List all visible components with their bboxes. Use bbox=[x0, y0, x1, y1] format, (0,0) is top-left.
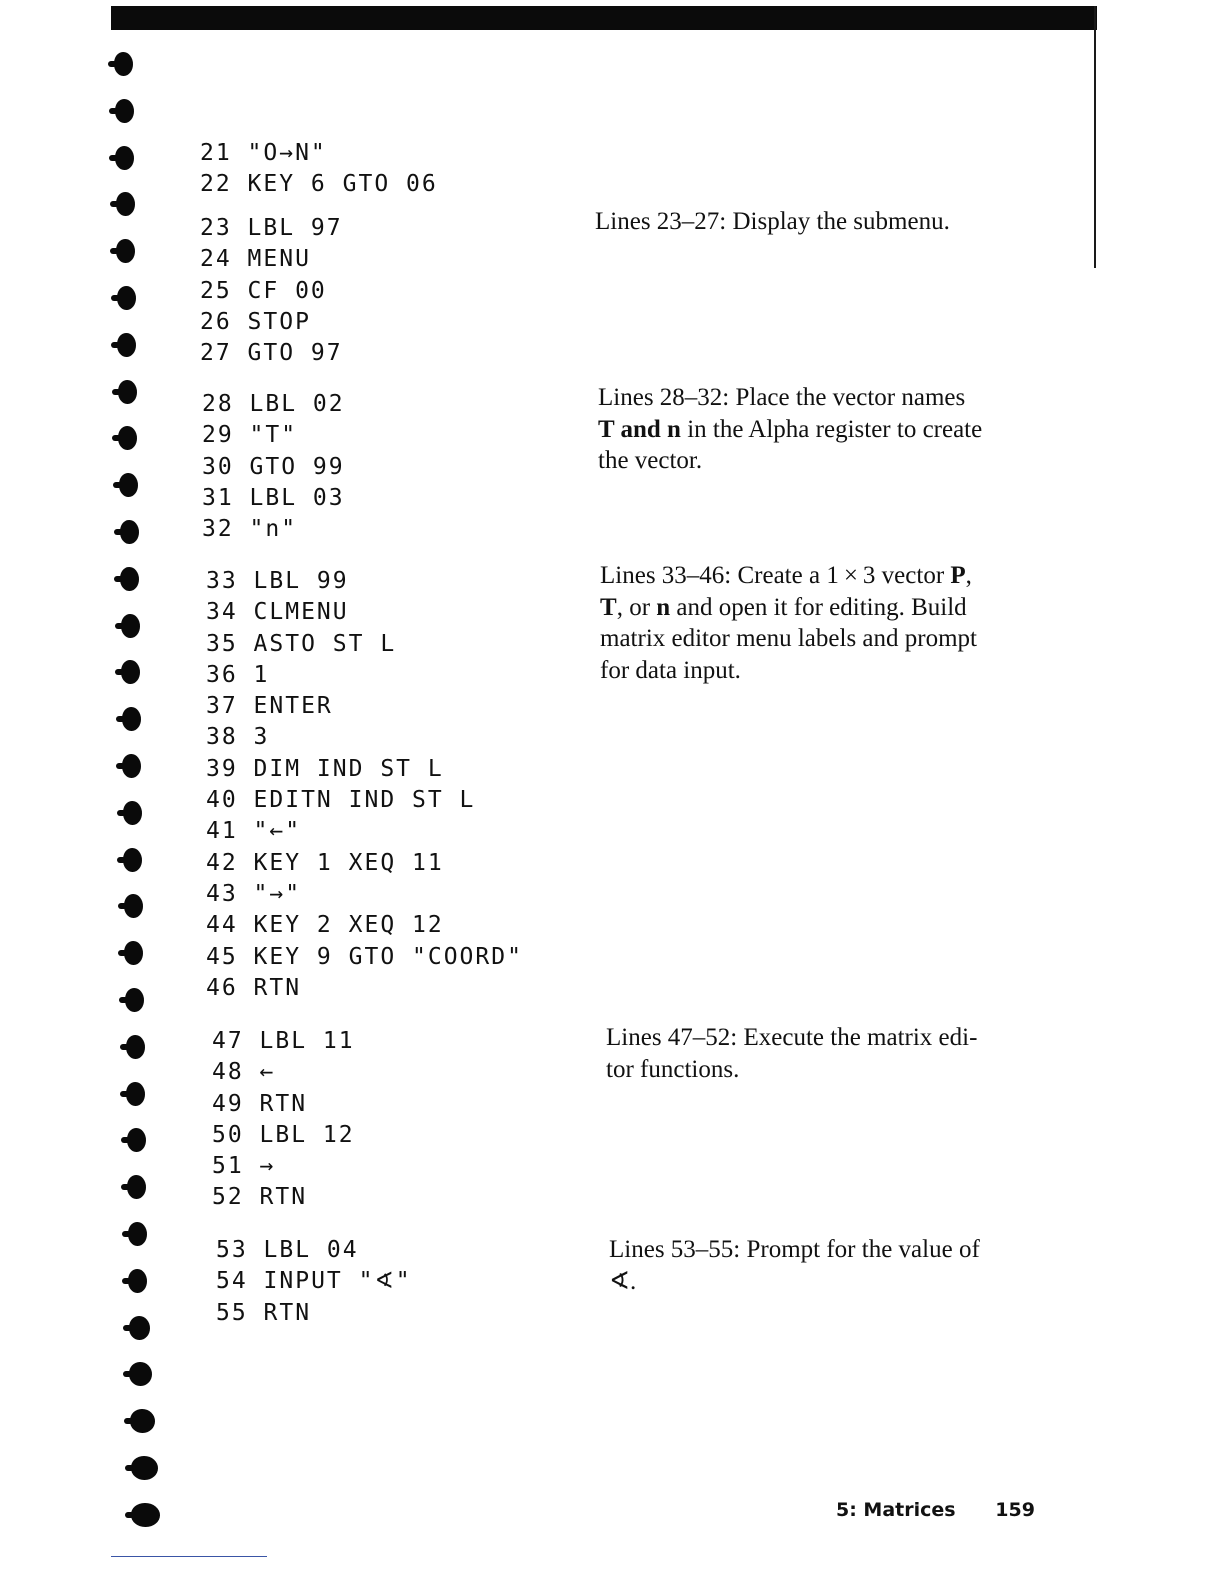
page-footer bbox=[836, 1499, 1035, 1521]
note-lines-23-27 bbox=[595, 206, 1035, 238]
binding-hole bbox=[126, 1082, 145, 1106]
note-text: Lines 47–52: Execute the matrix edi- bbox=[606, 1024, 978, 1051]
note-text: Lines 28–32: Place the vector names bbox=[598, 384, 966, 411]
note-text: the vector. bbox=[598, 447, 703, 474]
binding-hole bbox=[121, 660, 140, 684]
program-line: 46 RTN bbox=[206, 974, 302, 1001]
binding-hole bbox=[125, 988, 144, 1012]
note-text: Lines 53–55: Prompt for the value of bbox=[609, 1236, 980, 1263]
binding-hole bbox=[116, 239, 135, 263]
binding-hole bbox=[116, 192, 135, 216]
chapter-label: 5: Matrices bbox=[836, 1499, 956, 1521]
program-line: 47 LBL 11 bbox=[212, 1028, 355, 1054]
note-text: Lines 33–46: Create a 1 × 3 vector bbox=[600, 562, 951, 589]
binding-hole bbox=[131, 1456, 158, 1480]
listing-group-3 bbox=[202, 389, 582, 545]
program-line: 32 "n" bbox=[202, 516, 298, 543]
program-line: 35 ASTO ST L bbox=[206, 630, 397, 657]
program-line: 43 "→" bbox=[206, 880, 302, 907]
note-lines-33-46 bbox=[600, 560, 1040, 686]
note-text: and open it for editing. Build bbox=[670, 593, 967, 621]
binding-hole bbox=[118, 426, 137, 450]
binding-hole bbox=[117, 333, 136, 357]
listing-group-1 bbox=[200, 138, 580, 201]
listing-group-2 bbox=[200, 213, 580, 369]
vector-name-n: n bbox=[656, 593, 671, 621]
binding-hole bbox=[130, 1409, 155, 1433]
program-line: 49 RTN bbox=[212, 1090, 308, 1117]
program-line: 51 → bbox=[212, 1153, 276, 1180]
note-bold-text: and bbox=[614, 415, 668, 443]
program-line: 37 ENTER bbox=[206, 693, 333, 720]
note-text: matrix editor menu labels and prompt bbox=[600, 625, 977, 652]
binding-hole bbox=[115, 146, 134, 170]
note-text bbox=[600, 560, 1040, 592]
note-text: tor functions. bbox=[606, 1055, 740, 1083]
vector-name-p: P bbox=[950, 562, 966, 589]
bottom-edge-line bbox=[111, 1556, 267, 1557]
binding-hole bbox=[119, 473, 138, 497]
program-line: 36 1 bbox=[206, 661, 270, 688]
note-text: in the Alpha register to create bbox=[680, 415, 983, 443]
vector-name-t: T bbox=[598, 415, 615, 443]
binding-hole bbox=[124, 941, 143, 965]
note-lines-47-52 bbox=[606, 1022, 1046, 1085]
binding-hole bbox=[126, 1035, 145, 1059]
program-line: 28 LBL 02 bbox=[202, 391, 345, 417]
binding-hole bbox=[122, 754, 141, 778]
program-line: 22 KEY 6 GTO 06 bbox=[200, 171, 438, 198]
note-text bbox=[598, 414, 1038, 446]
program-line: 54 INPUT "∢" bbox=[216, 1268, 412, 1295]
listing-group-6 bbox=[216, 1235, 596, 1329]
program-line: 31 LBL 03 bbox=[202, 484, 345, 511]
program-line: 53 LBL 04 bbox=[216, 1237, 359, 1263]
program-line: 42 KEY 1 XEQ 11 bbox=[206, 849, 444, 876]
program-line: 39 DIM IND ST L bbox=[206, 755, 444, 782]
program-line: 34 CLMENU bbox=[206, 599, 349, 626]
program-line: 55 RTN bbox=[216, 1299, 312, 1326]
program-line: 41 "←" bbox=[206, 818, 302, 845]
program-line: 25 CF 00 bbox=[200, 277, 327, 304]
vector-name-n: n bbox=[667, 415, 681, 443]
program-line: 44 KEY 2 XEQ 12 bbox=[206, 912, 444, 939]
binding-hole bbox=[128, 1222, 147, 1246]
program-line: 23 LBL 97 bbox=[200, 215, 343, 241]
binding-hole bbox=[114, 52, 133, 76]
binding-hole bbox=[127, 1175, 146, 1199]
program-line: 27 GTO 97 bbox=[200, 340, 343, 367]
binding-hole bbox=[127, 1128, 146, 1152]
note-text: , bbox=[965, 562, 972, 589]
binding-hole bbox=[117, 286, 136, 310]
program-line: 26 STOP bbox=[200, 308, 311, 335]
binding-hole bbox=[124, 894, 143, 918]
listing-group-4 bbox=[206, 566, 586, 1004]
binding-hole bbox=[115, 99, 134, 123]
right-edge-rule bbox=[1094, 6, 1096, 268]
program-line: 52 RTN bbox=[212, 1184, 308, 1211]
program-line: 21 "O→N" bbox=[200, 140, 327, 166]
page-number: 159 bbox=[995, 1499, 1035, 1521]
program-line: 50 LBL 12 bbox=[212, 1121, 355, 1148]
note-text: for data input. bbox=[600, 656, 741, 684]
binding-hole bbox=[129, 1362, 152, 1386]
program-line: 29 "T" bbox=[202, 422, 298, 449]
top-edge-bar bbox=[111, 6, 1097, 30]
program-line: 40 EDITN IND ST L bbox=[206, 787, 476, 814]
note-text: , or bbox=[616, 593, 657, 621]
program-line: 30 GTO 99 bbox=[202, 453, 345, 480]
binding-hole bbox=[121, 614, 140, 638]
binding-hole bbox=[123, 801, 142, 825]
listing-group-5 bbox=[212, 1026, 592, 1214]
binding-hole bbox=[128, 1269, 147, 1293]
note-text: ∢. bbox=[609, 1267, 637, 1295]
binding-hole bbox=[129, 1316, 150, 1340]
vector-name-t: T bbox=[600, 593, 617, 621]
program-line: 33 LBL 99 bbox=[206, 568, 349, 594]
binding-hole bbox=[118, 380, 137, 404]
binding-hole bbox=[122, 707, 141, 731]
program-line: 24 MENU bbox=[200, 246, 311, 273]
binding-hole bbox=[123, 848, 142, 872]
program-line: 45 KEY 9 GTO "COORD" bbox=[206, 943, 523, 970]
binding-hole bbox=[120, 520, 139, 544]
binding-hole bbox=[131, 1503, 160, 1527]
binding-hole bbox=[120, 567, 139, 591]
program-line: 38 3 bbox=[206, 724, 270, 751]
note-lines-53-55 bbox=[609, 1234, 1049, 1297]
note-lines-28-32 bbox=[598, 382, 1038, 477]
note-text: Lines 23–27: Display the submenu. bbox=[595, 208, 950, 235]
note-text bbox=[600, 592, 1040, 624]
spiral-binding-holes bbox=[108, 40, 156, 1584]
program-line: 48 ← bbox=[212, 1059, 276, 1086]
